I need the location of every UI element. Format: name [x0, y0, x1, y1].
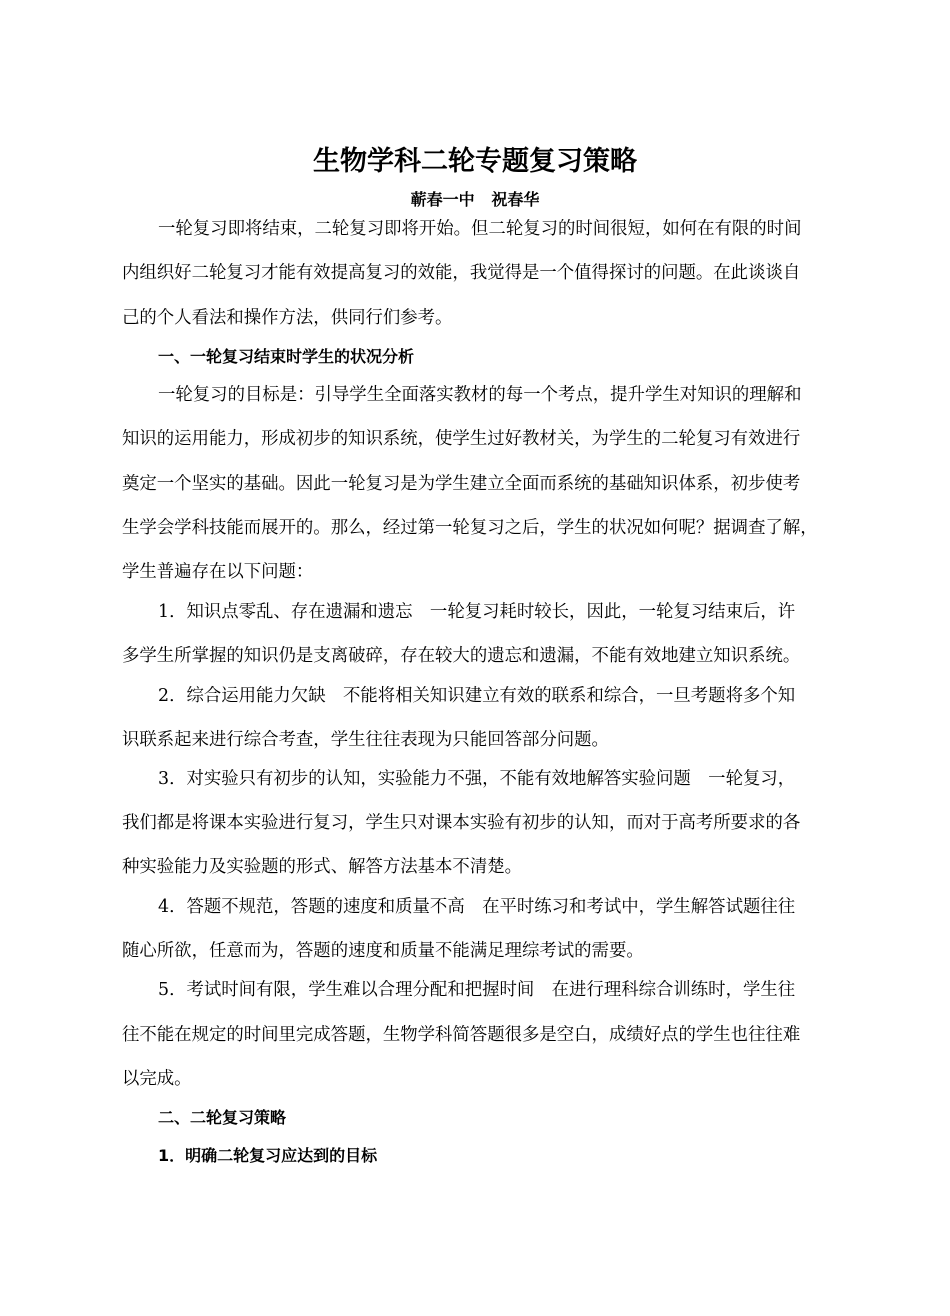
paragraph-line: 学生普遍存在以下问题： — [122, 562, 314, 582]
list-item-line: 随心所欲，任意而为，答题的速度和质量不能满足理综考试的需要。 — [122, 941, 644, 961]
section-heading: 一、一轮复习结束时学生的状况分析 — [158, 347, 415, 366]
paragraph-line: 生学会学科技能而展开的。那么，经过第一轮复习之后，学生的状况如何呢？据调查了解， — [122, 518, 818, 538]
intro-line: 一轮复习即将结束，二轮复习即将开始。但二轮复习的时间很短，如何在有限的时间 — [158, 219, 802, 239]
paragraph-line: 一轮复习的目标是：引导学生全面落实教材的每一个考点，提升学生对知识的理解和 — [158, 385, 802, 405]
list-item-line: 1．知识点零乱、存在遗漏和遗忘 一轮复习耗时较长，因此，一轮复习结束后，许 — [158, 602, 796, 622]
list-item-line: 多学生所掌握的知识仍是支离破碎，存在较大的遗忘和遗漏，不能有效地建立知识系统。 — [122, 646, 801, 666]
list-item-line: 往不能在规定的时间里完成答题，生物学科简答题很多是空白，成绩好点的学生也往往难 — [122, 1025, 801, 1045]
paragraph-line: 奠定一个坚实的基础。因此一轮复习是为学生建立全面而系统的基础知识体系，初步使考 — [122, 474, 801, 494]
list-item-line: 种实验能力及实验题的形式、解答方法基本不清楚。 — [122, 857, 522, 877]
list-item-line: 我们都是将课本实验进行复习，学生只对课本实验有初步的认知，而对于高考所要求的各 — [122, 813, 801, 833]
section-heading: 二、二轮复习策略 — [158, 1108, 287, 1127]
list-item-line: 3．对实验只有初步的认知，实验能力不强，不能有效地解答实验问题 一轮复习， — [158, 769, 796, 789]
paragraph-line: 知识的运用能力，形成初步的知识系统，使学生过好教材关，为学生的二轮复习有效进行 — [122, 429, 801, 449]
author-byline: 蕲春一中 祝春华 — [410, 190, 540, 209]
list-item-line: 4．答题不规范，答题的速度和质量不高 在平时练习和考试中，学生解答试题往往 — [158, 897, 796, 917]
subsection-heading: 1．明确二轮复习应达到的目标 — [158, 1146, 378, 1165]
list-item-line: 以完成。 — [122, 1069, 192, 1089]
document-title: 生物学科二轮专题复习策略 — [313, 146, 637, 177]
list-item-line: 2．综合运用能力欠缺 不能将相关知识建立有效的联系和综合，一旦考题将多个知 — [158, 686, 796, 706]
intro-line: 内组织好二轮复习才能有效提高复习的效能，我觉得是一个值得探讨的问题。在此谈谈自 — [122, 263, 801, 283]
list-item-line: 识联系起来进行综合考查，学生往往表现为只能回答部分问题。 — [122, 730, 609, 750]
list-item-line: 5．考试时间有限，学生难以合理分配和把握时间 在进行理科综合训练时，学生往 — [158, 980, 796, 1000]
intro-line: 己的个人看法和操作方法，供同行们参考。 — [122, 308, 453, 328]
